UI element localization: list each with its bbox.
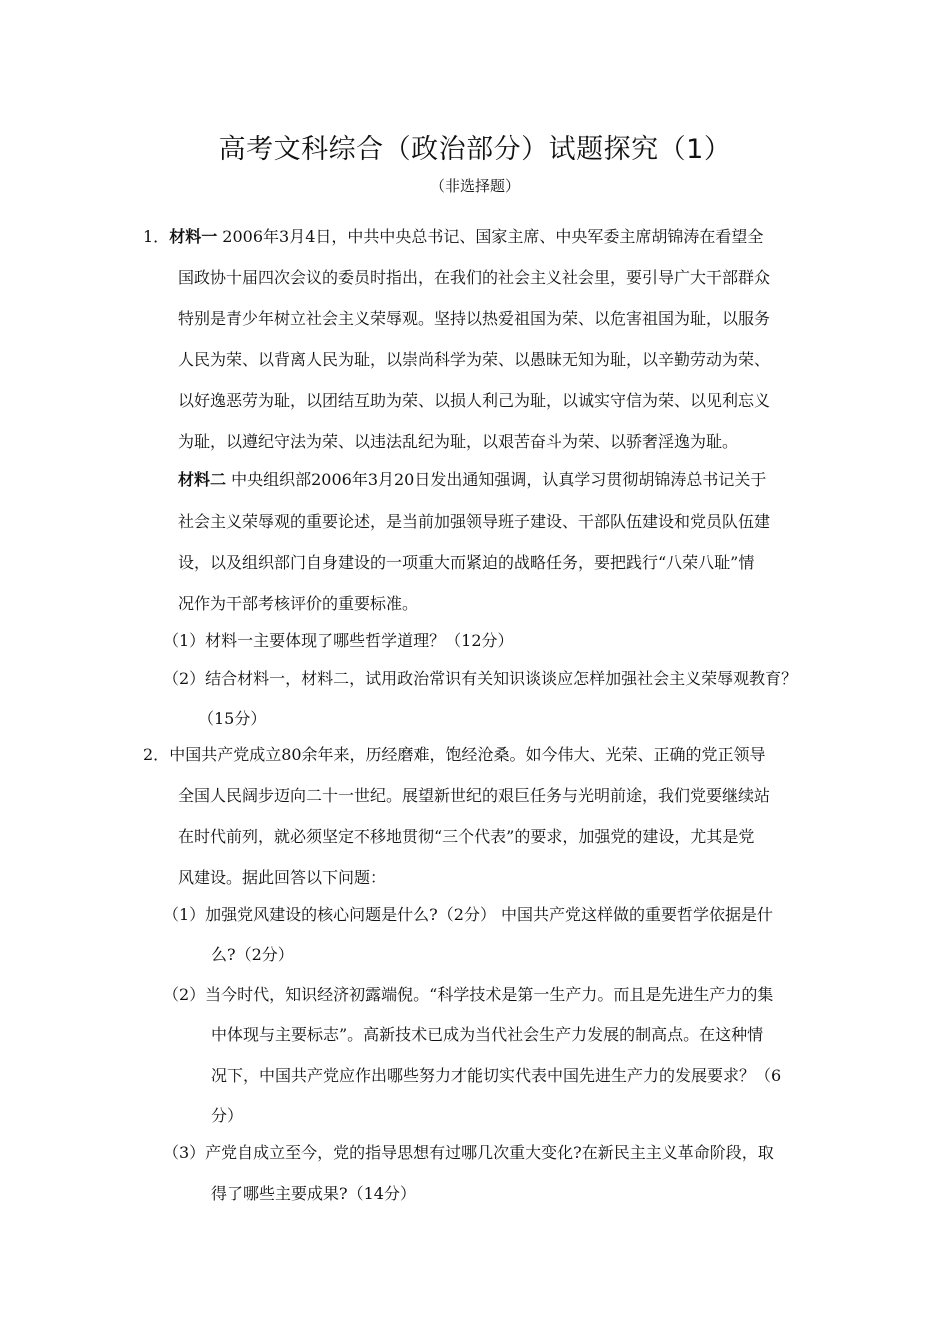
subquestion-line: （2）当今时代，知识经济初露端倪。“科学技术是第一生产力。而且是先进生产力的集 [163, 985, 774, 1004]
page-subtitle: （非选择题） [429, 177, 520, 195]
material-label: 材料二 [178, 470, 227, 489]
subquestion-line: （1）加强党风建设的核心问题是什么?（2分） 中国共产党这样做的重要哲学依据是什 [163, 905, 774, 924]
material-2-first-line [178, 468, 766, 492]
subquestion-line: 况下，中国共产党应作出哪些努力才能切实代表中国先进生产力的发展要求？（6 [211, 1066, 782, 1085]
paragraph-line: 风建设。据此回答以下问题： [178, 868, 387, 887]
paragraph-line: 国政协十届四次会议的委员时指出，在我们的社会主义社会里，要引导广大干部群众 [178, 268, 771, 287]
subquestion-line: （2）结合材料一，材料二，试用政治常识有关知识谈谈应怎样加强社会主义荣辱观教育？ [163, 669, 798, 688]
paragraph-line: 中央组织部2006年3月20日发出通知强调，认真学习贯彻胡锦涛总书记关于 [226, 470, 767, 489]
paragraph-line: 设，以及组织部门自身建设的一项重大而紧迫的战略任务，要把践行“八荣八耻”情 [178, 553, 755, 572]
paragraph-line: 社会主义荣辱观的重要论述，是当前加强领导班子建设、干部队伍建设和党员队伍建 [178, 512, 771, 531]
paragraph-line: 以好逸恶劳为耻，以团结互助为荣、以损人利己为耻，以诚实守信为荣、以见利忘义 [178, 391, 771, 410]
subquestion-line: （1）材料一主要体现了哪些哲学道理？（12分） [163, 631, 514, 650]
paragraph-line: 中国共产党成立80余年来，历经磨难，饱经沧桑。如今伟大、光荣、正确的党正领导 [169, 745, 766, 764]
paragraph-line: 2006年3月4日，中共中央总书记、国家主席、中央军委主席胡锦涛在看望全 [217, 227, 764, 246]
subquestion-line: 中体现与主要标志”。高新技术已成为当代社会生产力发展的制高点。在这种情 [211, 1025, 764, 1044]
paragraph-line: 人民为荣、以背离人民为耻，以崇尚科学为荣、以愚昧无知为耻，以辛勤劳动为荣、 [178, 350, 771, 369]
subquestion-line: 得了哪些主要成果?（14分） [211, 1184, 416, 1203]
subquestion-line: （3）产党自成立至今，党的指导思想有过哪几次重大变化?在新民主主义革命阶段，取 [163, 1143, 774, 1162]
question-number: 1． [143, 227, 170, 246]
question-2-first-line [143, 743, 766, 767]
paragraph-line: 为耻，以遵纪守法为荣、以违法乱纪为耻，以艰苦奋斗为荣、以骄奢淫逸为耻。 [178, 432, 739, 451]
paragraph-line: 全国人民阔步迈向二十一世纪。展望新世纪的艰巨任务与光明前途，我们党要继续站 [178, 786, 771, 805]
question-number: 2． [143, 745, 170, 764]
material-label: 材料一 [169, 227, 218, 246]
paragraph-line: 况作为干部考核评价的重要标准。 [178, 594, 419, 613]
subquestion-line: （15分） [198, 709, 267, 728]
page-title: 高考文科综合（政治部分）试题探究（1） [218, 134, 732, 165]
paragraph-line: 特别是青少年树立社会主义荣辱观。坚持以热爱祖国为荣、以危害祖国为耻，以服务 [178, 309, 771, 328]
paragraph-line: 在时代前列，就必须坚定不移地贯彻“三个代表”的要求，加强党的建设，尤其是党 [178, 827, 755, 846]
subquestion-line: 分） [211, 1106, 244, 1125]
question-1-first-line [143, 225, 763, 249]
subquestion-line: 么?（2分） [211, 945, 294, 964]
